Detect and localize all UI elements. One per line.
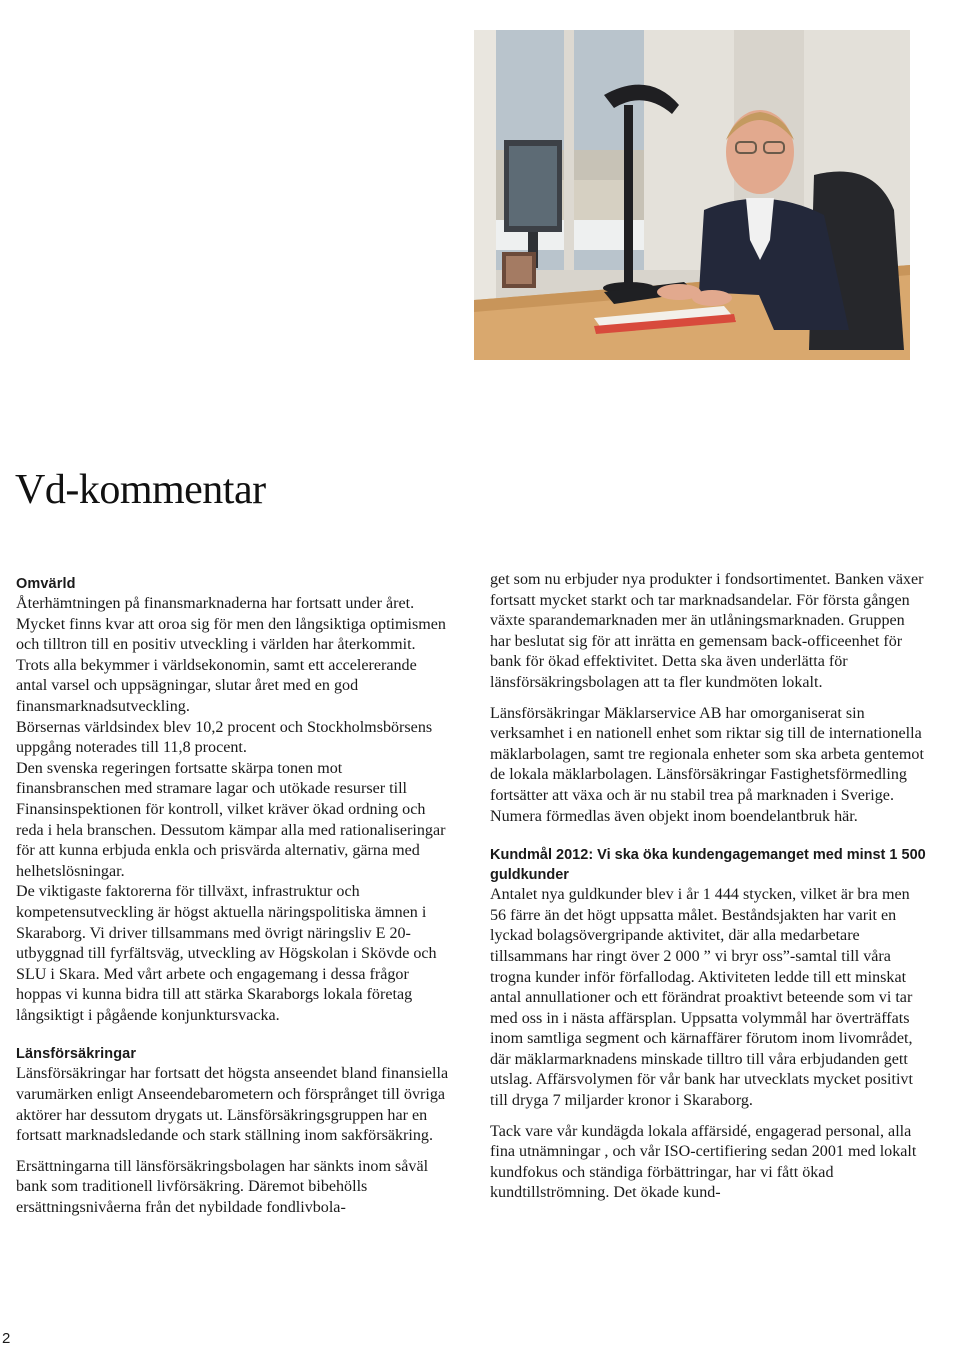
page-number: 2 [2,1330,11,1347]
paragraph: Antalet nya guldkunder blev i år 1 444 stycken, vilket är bra men 56 färre än det högt uppsatta målet. Beståndsjakten har varit en lyckad bolagsövergripande aktivitet, där alla medarbetare tillsammans har ringt över 2 000 ” vi bryr oss”-samtal till våra trogna kunder inför förfallodag. Aktiviteten ledde till ett minskat antal annullationer och ett förändrat proaktivt beteende som vi tar med oss in i nästa affärsplan. Uppsatta volymmål har överträffats inom samtliga segment och kärnaffärer förutom inom livområdet, där mäklarmarknadens minskade tilltro till våra erbjudanden gett utslag. Affärsvolymen för vår bank har utvecklats mycket positivt till dryga 7 miljarder kronor i Skaraborg. [490,886,913,1110]
section-heading-lansforsakringar: Länsförsäkringar [16,1046,137,1063]
paragraph: Ersättningarna till länsförsäkringsbolagen har sänkts inom såväl bank som traditionell livförsäkring. Däremot bibehölls ersättningsnivåerna från det nybildade fondlivbola- [16,1157,429,1217]
portrait-photo [474,30,910,360]
paragraph: Börsernas världsindex blev 10,2 procent och Stockholmsbörsens uppgång noterades till 11,8 procent. [16,718,433,757]
paragraph: De viktigaste faktorerna för tillväxt, infrastruktur och kompetensutveckling är högst aktuella näringspolitiska ämnen i Skaraborg. Vi driver tillsammans med övrigt näringsliv E 20-utbyggnad till fyrfältsväg, utveckling av Högskolan i Skövde och SLU i Skara. Med vårt arbete och engagemang i dessa frågor hoppas vi kunna bidra till att stärka Skaraborgs lokala företag långsiktigt i pågående konjunktursvacka. [16,883,437,1024]
left-column [16,574,450,1219]
paragraph: get som nu erbjuder nya produkter i fondsortimentet. Banken växer fortsatt mycket starkt och tar marknadsandelar. För första gången växte sparandemarknaden mer än utlåningsmarknaden. Gruppen har beslutat sig för att inrätta en gemensam back-officeenhet för bank för ökad effektivitet. Detta ska även underlätta för länsförsäkringsbolagen att ta fler kundmöten lokalt. [490,571,924,691]
paragraph: Tack vare vår kundägda lokala affärsidé, engagerad personal, alla fina utnämningar , och vår ISO-certifiering sedan 2001 med lokalt kundfokus och ständiga förbättringar, har vi fått ökad kundtillströmning. Det ökade kund- [490,1122,917,1202]
paragraph: Länsförsäkringar Mäklarservice AB har omorganiserat sin verksamhet i en nationell enhet som riktar sig till de internationella mäklarbolagen, samt tre regionala enheter som ska arbeta gentemot de lokala mäklarbolagen. Länsförsäkringar Fastighetsförmedling fortsätter att växa och är nu stabil trea på marknaden i Sverige. Numera förmedlas även objekt inom boendelantbruk här. [490,704,924,825]
paragraph: Den svenska regeringen fortsatte skärpa tonen mot finansbranschen med stramare lagar och utökade resurser till Finansinspektionen för kontroll, vilket kräver ökad ordning och reda i hela branschen. Dessutom kämpar alla med rationaliseringar för att kunna erbjuda enkla och prisvärda alternativ, gärna med helhetslösningar. [16,759,446,880]
paragraph: Länsförsäkringar har fortsatt det högsta anseendet bland finansiella varumärken enligt Anseendebarometern och försprånget till övriga aktörer har dessutom drygats ut. Länsförsäkringsgruppen har en fortsatt marknadsledande och stark ställning inom sakförsäkring. [16,1065,449,1145]
section-heading-omvarld: Omvärld [16,576,76,592]
paragraph: Återhämtningen på finansmarknaderna har fortsatt under året. Mycket finns kvar att oroa sig för men den långsiktiga optimismen och tilltron till en positiv utveckling i världen har återkommit. Trots alla bekymmer i världsekonomin, samt ett accelererande antal varsel och uppsägningar, slutar året med en god finansmarknadsutveckling. [16,595,446,715]
section-heading-kundmal: Kundmål 2012: Vi ska öka kundengagemanget med minst 1 500 guldkunder [490,847,926,884]
portrait-photo-icon [474,30,910,360]
page-title: Vd-kommentar [15,467,266,513]
right-column [490,570,926,1204]
